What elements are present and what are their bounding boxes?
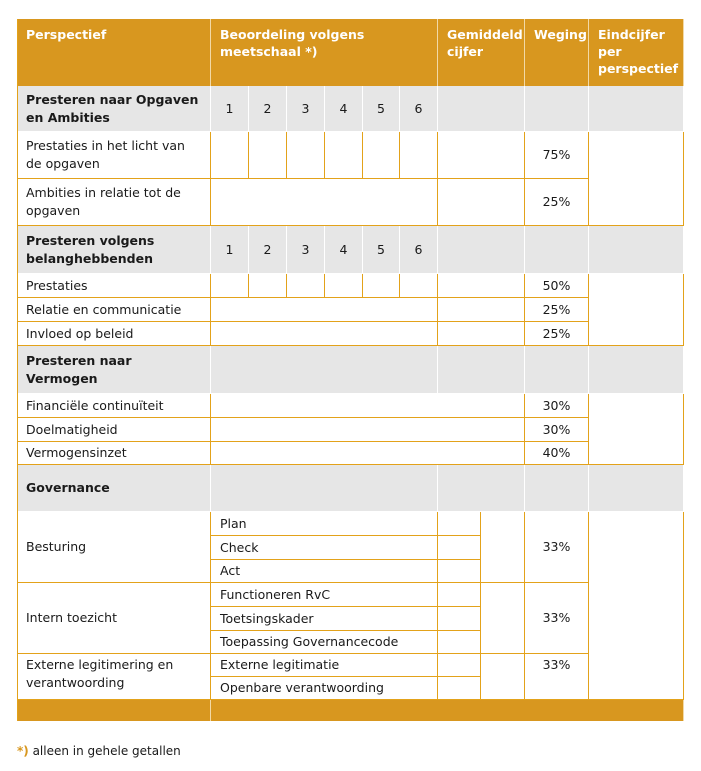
score-cell[interactable] xyxy=(363,132,400,179)
section-weging-cell xyxy=(525,226,589,274)
section-gemiddeld-cell xyxy=(438,465,525,512)
header-perspectief: Perspectief xyxy=(17,19,211,86)
section-gemiddeld-cell xyxy=(438,226,525,274)
section-weging-cell xyxy=(525,346,589,394)
row-invloed-label: Invloed op beleid xyxy=(17,322,211,346)
section-scale-cell xyxy=(211,465,438,512)
table-footer-right xyxy=(211,700,684,721)
gemiddeld-cell[interactable] xyxy=(438,179,525,226)
score-cell-merged[interactable] xyxy=(211,322,438,346)
scale-6: 6 xyxy=(400,226,438,274)
section-governance: Governance xyxy=(17,465,211,512)
weging-value: 50% xyxy=(525,274,589,298)
header-eindcijfer: Eindcijfer per perspectief xyxy=(589,19,684,86)
scale-4: 4 xyxy=(325,86,363,132)
score-cell[interactable] xyxy=(400,274,438,298)
scale-6: 6 xyxy=(400,86,438,132)
weging-value: 25% xyxy=(525,322,589,346)
section-gemiddeld-cell xyxy=(438,86,525,132)
section-vermogen: Presteren naar Vermogen xyxy=(17,346,211,394)
item-score-cell[interactable] xyxy=(438,512,481,536)
besturing-item-act: Act xyxy=(211,560,438,583)
intern-item-governancecode: Toepassing Governancecode xyxy=(211,631,438,654)
row-doelmatigheid-label: Doelmatigheid xyxy=(17,418,211,442)
row-intern-toezicht-label: Intern toezicht xyxy=(17,583,211,654)
scale-1: 1 xyxy=(211,226,249,274)
item-score-cell[interactable] xyxy=(438,583,481,607)
score-cell[interactable] xyxy=(211,132,249,179)
item-score-cell[interactable] xyxy=(438,677,481,700)
scale-2: 2 xyxy=(249,86,287,132)
weging-value: 33% xyxy=(525,583,589,654)
section-weging-cell xyxy=(525,86,589,132)
row-ambities-label: Ambities in relatie tot de opgaven xyxy=(17,179,211,226)
section-belanghebbenden: Presteren volgens belanghebbenden xyxy=(17,226,211,274)
weging-value: 25% xyxy=(525,179,589,226)
extern-item-legitimatie: Externe legitimatie xyxy=(211,654,438,677)
section-eindcijfer-cell xyxy=(589,86,684,132)
row-vermogensinzet-label: Vermogensinzet xyxy=(17,442,211,465)
scale-3: 3 xyxy=(287,86,325,132)
header-gemiddeld-cijfer: Gemiddeld cijfer xyxy=(438,19,525,86)
score-cell[interactable] xyxy=(249,132,287,179)
scale-5: 5 xyxy=(363,226,400,274)
score-cell-merged[interactable] xyxy=(211,298,438,322)
intern-item-rvc: Functioneren RvC xyxy=(211,583,438,607)
weging-value: 33% xyxy=(525,512,589,583)
scale-1: 1 xyxy=(211,86,249,132)
header-beoordeling: Beoordeling volgens meetschaal *) xyxy=(211,19,438,86)
besturing-item-plan: Plan xyxy=(211,512,438,536)
score-cell[interactable] xyxy=(249,274,287,298)
weging-value: 33% xyxy=(525,654,589,700)
scale-5: 5 xyxy=(363,86,400,132)
row-prestaties-label: Prestaties xyxy=(17,274,211,298)
row-financiele-label: Financiële continuïteit xyxy=(17,394,211,418)
gemiddeld-cell[interactable] xyxy=(438,298,525,322)
score-cell[interactable] xyxy=(325,132,363,179)
gemiddeld-cell[interactable] xyxy=(438,132,525,179)
gemiddeld-cell[interactable] xyxy=(481,583,525,654)
eindcijfer-cell[interactable] xyxy=(589,512,684,700)
footnote-text: alleen in gehele getallen xyxy=(28,744,181,758)
row-prestaties-licht-label: Prestaties in het licht van de opgaven xyxy=(17,132,211,179)
score-cell-merged[interactable] xyxy=(211,394,525,418)
score-cell[interactable] xyxy=(363,274,400,298)
weging-value: 30% xyxy=(525,418,589,442)
intern-item-toetsingskader: Toetsingskader xyxy=(211,607,438,631)
footnote xyxy=(17,744,181,758)
score-cell-merged[interactable] xyxy=(211,418,525,442)
section-scale-cell xyxy=(211,346,438,394)
score-cell[interactable] xyxy=(211,274,249,298)
weging-value: 75% xyxy=(525,132,589,179)
eindcijfer-cell[interactable] xyxy=(589,274,684,346)
table-footer-left xyxy=(17,700,211,721)
section-eindcijfer-cell xyxy=(589,226,684,274)
row-besturing-label: Besturing xyxy=(17,512,211,583)
row-externe-legitimering-label: Externe legitimering en verantwoording xyxy=(17,654,211,700)
score-cell-merged[interactable] xyxy=(211,442,525,465)
section-gemiddeld-cell xyxy=(438,346,525,394)
row-relatie-label: Relatie en communicatie xyxy=(17,298,211,322)
scale-2: 2 xyxy=(249,226,287,274)
gemiddeld-cell[interactable] xyxy=(438,274,525,298)
footnote-marker: *) xyxy=(17,744,29,758)
header-weging: Weging xyxy=(525,19,589,86)
score-cell[interactable] xyxy=(287,132,325,179)
score-cell[interactable] xyxy=(400,132,438,179)
section-weging-cell xyxy=(525,465,589,512)
eindcijfer-cell[interactable] xyxy=(589,132,684,226)
item-score-cell[interactable] xyxy=(438,631,481,654)
score-cell-merged[interactable] xyxy=(211,179,438,226)
item-score-cell[interactable] xyxy=(438,607,481,631)
item-score-cell[interactable] xyxy=(438,654,481,677)
item-score-cell[interactable] xyxy=(438,560,481,583)
extern-item-verantwoording: Openbare verantwoording xyxy=(211,677,438,700)
gemiddeld-cell[interactable] xyxy=(481,654,525,700)
besturing-item-check: Check xyxy=(211,536,438,560)
section-eindcijfer-cell xyxy=(589,465,684,512)
weging-value: 30% xyxy=(525,394,589,418)
item-score-cell[interactable] xyxy=(438,536,481,560)
gemiddeld-cell[interactable] xyxy=(481,512,525,583)
section-eindcijfer-cell xyxy=(589,346,684,394)
scale-4: 4 xyxy=(325,226,363,274)
score-cell[interactable] xyxy=(325,274,363,298)
score-cell[interactable] xyxy=(287,274,325,298)
scale-3: 3 xyxy=(287,226,325,274)
weging-value: 25% xyxy=(525,298,589,322)
weging-value: 40% xyxy=(525,442,589,465)
gemiddeld-cell[interactable] xyxy=(438,322,525,346)
assessment-table xyxy=(17,19,684,721)
eindcijfer-cell[interactable] xyxy=(589,394,684,465)
section-opgaven-ambities: Presteren naar Opgaven en Ambities xyxy=(17,86,211,132)
